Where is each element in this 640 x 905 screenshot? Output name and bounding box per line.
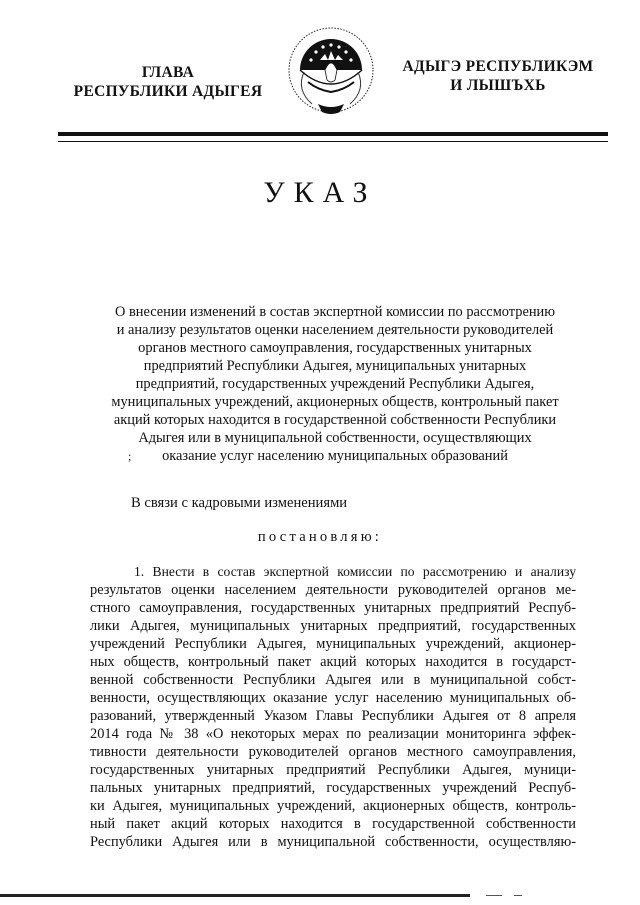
decree-reason: В связи с кадровыми изменениями [131, 495, 348, 511]
coat-of-arms-icon [278, 20, 384, 124]
subject-line: предприятий Республики Адыгея, муниципальных унитарных [143, 358, 527, 374]
body-line: ных обществ, контрольный пакет акций которых находится в государст- [90, 654, 576, 670]
subject-line: предприятий, государственных учреждений Республики Адыгея, [135, 376, 535, 392]
body-line: государственных унитарных предприятий Республики Адыгея, муници- [90, 762, 576, 778]
issuer-title-line-1: ГЛАВА [141, 64, 195, 81]
scan-edge-dash [514, 895, 522, 896]
decree-subject [95, 303, 575, 465]
decree-body [90, 563, 576, 851]
subject-line: муниципальных учреждений, акционерных обществ, контрольный пакет [111, 394, 559, 410]
body-line: стного самоуправления, государственных унитарных предприятий Респуб- [90, 600, 576, 616]
subject-line: О внесении изменений в состав экспертной комиссии по рассмотрению [114, 304, 556, 320]
issuer-title-line-2: РЕСПУБЛИКИ АДЫГЕЯ [73, 83, 263, 100]
stray-mark: ; [128, 449, 132, 463]
subject-line: и анализу результатов оценки населением деятельности руководителей [116, 322, 554, 338]
header-rule-thin [58, 141, 608, 142]
subject-line: Адыгея или в муниципальной собственности, осуществляющих [138, 430, 532, 446]
scan-edge-line [0, 894, 470, 897]
subject-line: органов местного самоуправления, государственных унитарных [138, 340, 532, 356]
body-line: тивности деятельности руководителей органов местного самоуправления, [90, 744, 576, 760]
body-line: венности, осуществляющих оказание услуг населению муниципальных об- [90, 690, 576, 706]
document-title: УКАЗ [263, 176, 377, 209]
scan-edge-dash [486, 895, 502, 896]
body-line: ный пакет акций которых находится в государственной собственности [90, 816, 576, 832]
issuer-title-adyghe-line-1: АДЫГЭ РЕСПУБЛИКЭМ [402, 58, 594, 75]
issuer-title-russian [58, 63, 278, 101]
body-line: результатов оценки населением деятельности руководителей органов ме- [90, 582, 576, 598]
body-line: разований, утвержденный Указом Главы Республики Адыгея от 8 апреля [90, 708, 576, 724]
body-line: пальных унитарных предприятий, государственных учреждений Респуб- [90, 780, 576, 796]
issuer-title-adyghe-line-2: И ЛЫШЪХЬ [450, 77, 546, 94]
body-line: Республики Адыгея или в муниципальной собственности, осуществляю- [90, 834, 576, 850]
decree-word: постановляю: [257, 529, 383, 545]
issuer-title-adyghe [392, 57, 604, 95]
body-line: ки Адыгея, муниципальных учреждений, акционерных обществ, контроль- [90, 798, 576, 814]
body-line: учреждений Республики Адыгея, муниципальных учреждений, акционер- [90, 636, 576, 652]
header-rule-thick [58, 132, 608, 136]
body-line: венной собственности Республики Адыгея или в муниципальной собст- [90, 672, 576, 688]
body-line: 2014 года № 38 «О некоторых мерах по реализации мониторинга эффек- [90, 726, 576, 742]
body-line: лики Адыгея, муниципальных унитарных предприятий, государственных [90, 618, 576, 634]
subject-line: акций которых находится в государственной собственности Республики [113, 412, 557, 428]
body-line: 1. Внести в состав экспертной комиссии по рассмотрению и анализу [134, 564, 576, 579]
subject-line: оказание услуг населению муниципальных образований [162, 448, 508, 464]
